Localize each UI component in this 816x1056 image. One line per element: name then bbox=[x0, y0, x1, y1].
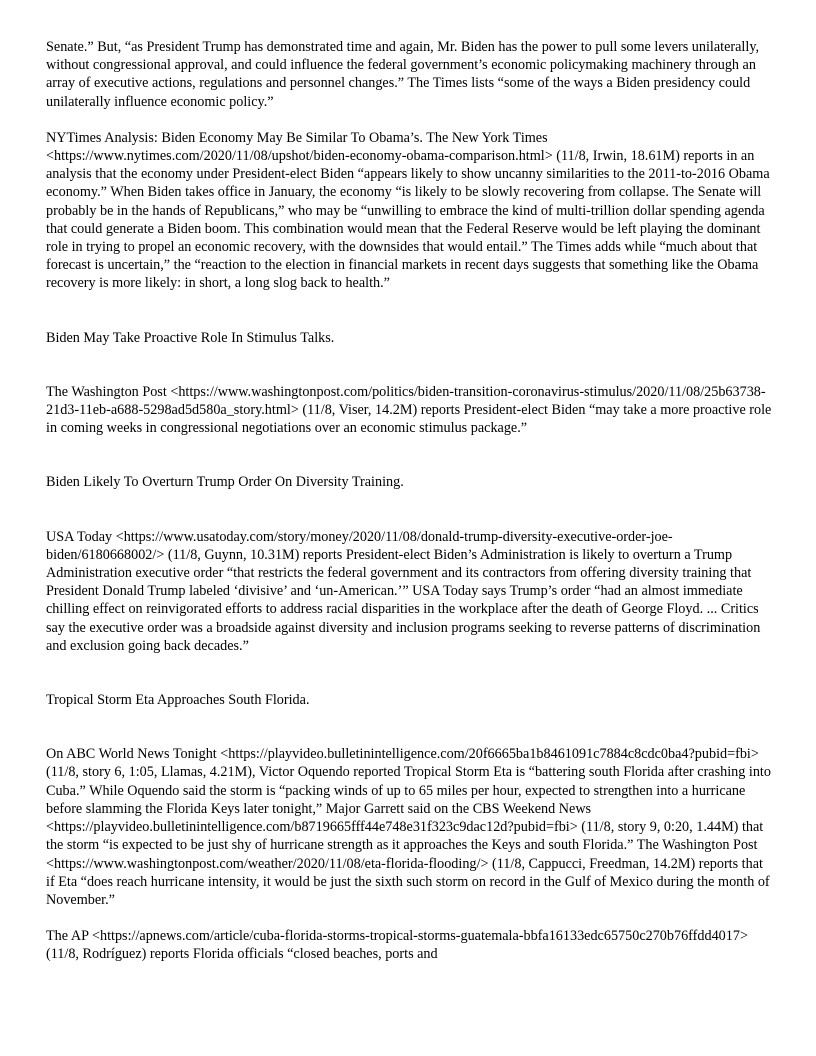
heading-diversity-training: Biden Likely To Overturn Trump Order On Diversity Training. bbox=[46, 474, 404, 491]
paragraph-usa-today-diversity: USA Today <https://www.usatoday.com/story/money/2020/11/08/donald-trump-diversity-executive-order-joe-biden/6180668002/> (11/8, Guynn, 10.31M) reports President-elect Biden’s Administration is likely to overturn a Trump Administration executive order “that restricts the federal government and its contractors from offering diversity training that President Donald Trump labeled ‘divisive’ and ‘un-American.’” USA Today says Trump’s order “had an almost immediate chilling effect on reinvigorated efforts to address racial disparities in the workplace after the death of George Floyd. ... Critics say the executive order was a broadside against diversity and inclusion programs seeking to reverse patterns of discrimination and exclusion going back decades.” bbox=[46, 528, 761, 654]
paragraph-washington-post-stimulus: The Washington Post <https://www.washingtonpost.com/politics/biden-transition-coronavirus-stimulus/2020/11/08/25b63738-21d3-11eb-a688-5298ad5d580a_story.html> (11/8, Viser, 14.2M) reports President-elect Biden “may take a more proactive role in coming weeks in congressional negotiations over an economic stimulus package.” bbox=[46, 383, 772, 437]
paragraph-senate-continuation: Senate.” But, “as President Trump has demonstrated time and again, Mr. Biden has the power to pull some levers unilaterally, without congressional approval, and could influence the federal government’s economic policymaking machinery through an array of executive actions, regulations and personnel changes.” The Times lists “some of the ways a Biden presidency could unilaterally influence economic policy.” bbox=[46, 39, 760, 110]
document-page bbox=[46, 38, 774, 964]
heading-stimulus-talks: Biden May Take Proactive Role In Stimulus Talks. bbox=[46, 329, 335, 346]
paragraph-ap-florida: The AP <https://apnews.com/article/cuba-florida-storms-tropical-storms-guatemala-bbfa16133edc65750c270b76ffdd4017> (11/8, Rodríguez) reports Florida officials “closed beaches, ports and bbox=[46, 928, 748, 963]
paragraph-abc-world-news: On ABC World News Tonight <https://playvideo.bulletinintelligence.com/20f6665ba1b8461091c7884c8cdc0ba4?pubid=fbi> (11/8, story 6, 1:05, Llamas, 4.21M), Victor Oquendo reported Tropical Storm Eta is “battering south Florida after crashing into Cuba.” While Oquendo said the storm is “packing winds of up to 65 miles per hour, expected to strengthen into a hurricane before slamming the Florida Keys later tonight,” Major Garrett said on the CBS Weekend News <https://playvideo.bulletinintelligence.com/b8719665fff44e748e31f323c9dac12d?pubid=fbi> (11/8, story 9, 0:20, 1.44M) that the storm “is expected to be just shy of hurricane strength as it approaches the Keys and south Florida.” The Washington Post <https://www.washingtonpost.com/weather/2020/11/08/eta-florida-flooding/> (11/8, Cappucci, Freedman, 14.2M) reports that if Eta “does reach hurricane intensity, it would be just the sixth such storm on record in the Gulf of Mexico during the month of November.” bbox=[46, 746, 771, 908]
paragraph-nytimes-analysis: NYTimes Analysis: Biden Economy May Be Similar To Obama’s. The New York Times <https://www.nytimes.com/2020/11/08/upshot/biden-economy-obama-comparison.html> (11/8, Irwin, 18.61M) reports in an analysis that the economy under President-elect Biden “appears likely to show uncanny similarities to the 2011-to-2016 Obama economy.” When Biden takes office in January, the economy “is likely to be slowly recovering from collapse. The Senate will probably be in the hands of Republicans,” who may be “unwilling to embrace the kind of multi-trillion dollar spending agenda that could generate a Biden boom. This combination would mean that the Federal Reserve would be left playing the dominant role in trying to propel an economic recovery, with the downsides that would entail.” The Times adds while “much about that forecast is uncertain,” the “reaction to the election in financial markets in recent days suggests that something like the Obama recovery is more likely: in short, a long slog back to health.” bbox=[46, 129, 770, 292]
heading-tropical-storm-eta: Tropical Storm Eta Approaches South Florida. bbox=[46, 692, 310, 709]
